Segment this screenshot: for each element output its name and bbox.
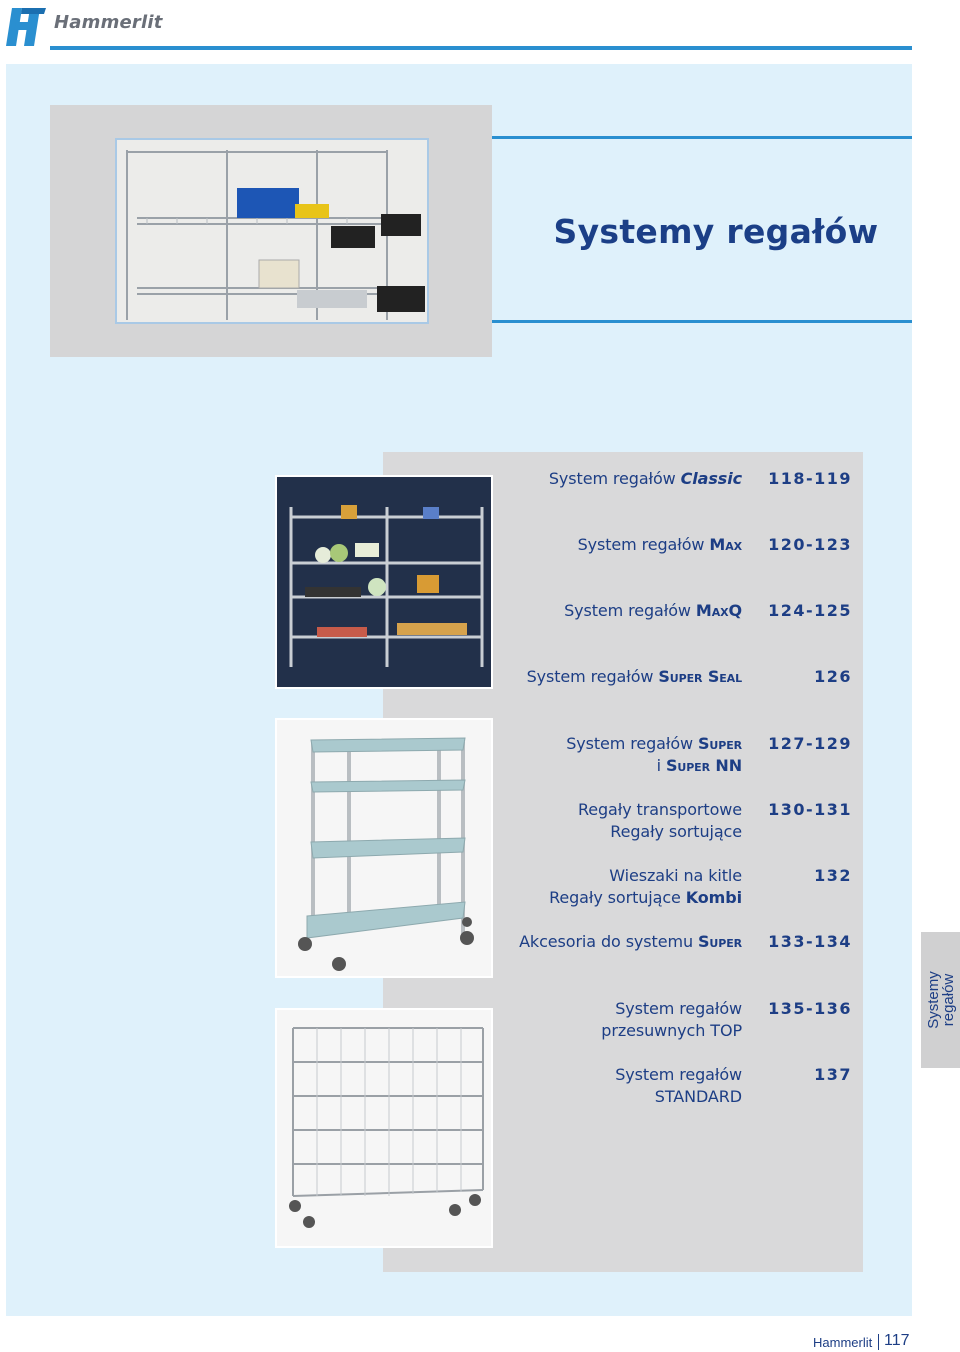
header-rule [50,46,912,50]
toc-page-standard[interactable]: 137 [814,1065,852,1084]
toc-entry-super[interactable]: System regałów Super i Super NN [566,734,742,775]
footer-separator [878,1334,879,1350]
hammerlit-logo-icon [6,6,46,48]
brand-name: Hammerlit [54,12,163,33]
toc-entry-max[interactable]: System regałów Max [577,535,742,554]
hammerlit-logo [6,6,166,48]
toc-page-maxq[interactable]: 124-125 [768,601,852,620]
toc-entry-maxq[interactable]: System regałów MaxQ [564,601,742,620]
toc-page-super-seal[interactable]: 126 [814,667,852,686]
toc-page-max[interactable]: 120-123 [768,535,852,554]
toc-page-transport[interactable]: 130-131 [768,800,852,819]
toc-page-top[interactable]: 135-136 [768,999,852,1018]
toc-page-kombi[interactable]: 132 [814,866,852,885]
shelving-food-photo [275,475,493,689]
toc-entry-super-seal[interactable]: System regałów Super Seal [526,667,742,686]
transport-cart-photo [275,718,493,978]
toc-entry-standard[interactable]: System regałów STANDARD [615,1065,742,1106]
wire-shelving-photo [115,138,429,324]
toc-entry-classic[interactable]: System regałów Classic [548,469,742,488]
page-title: Systemy regałów [553,212,879,251]
title-rule-top [492,136,912,139]
page-number: 117 [884,1332,910,1349]
toc-page-super[interactable]: 127-129 [768,734,852,753]
section-side-tab [921,932,960,1068]
toc-entry-top[interactable]: System regałów przesuwnych TOP [601,999,742,1040]
side-tab-label: Systemy regałów [924,971,957,1029]
toc-page-accessories[interactable]: 133-134 [768,932,852,951]
toc-page-classic[interactable]: 118-119 [768,469,852,488]
footer-brand: Hammerlit [813,1335,873,1350]
toc-entry-transport[interactable]: Regały transportowe Regały sortujące [577,800,742,841]
toc-entry-accessories[interactable]: Akcesoria do systemu Super [519,932,742,951]
toc-entry-kombi[interactable]: Wieszaki na kitle Regały sortujące Kombi [549,866,742,907]
title-rule-bottom [492,320,912,323]
sorting-rack-photo [275,1008,493,1248]
